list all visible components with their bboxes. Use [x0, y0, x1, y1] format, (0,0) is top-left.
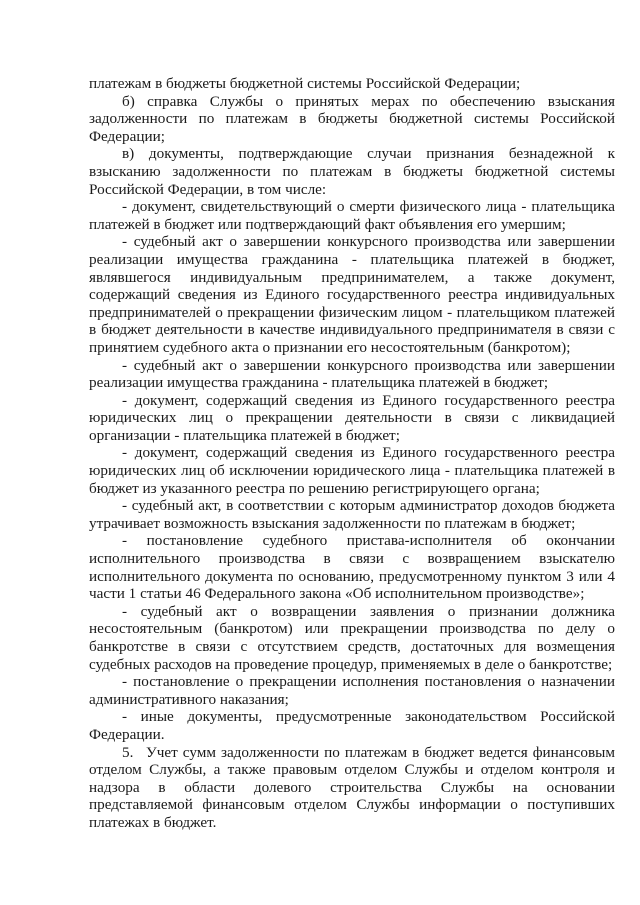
list-item-bankruptcy-citizen: - судебный акт о завершении конкурсного производства или завершении реализации имущества гражданина - плательщика платежей в бюджет; — [89, 356, 615, 392]
paragraph-item-v: в) документы, подтверждающие случаи признания безнадежной к взысканию задолженности по платежам в бюджеты бюджетной системы Российской Федерации, в том числе: — [89, 145, 615, 198]
list-item-death-document: - документ, свидетельствующий о смерти физического лица - плательщика платежей в бюджет или подтверждающий факт объявления его умершим; — [89, 198, 615, 233]
list-item-registry-exclusion: - документ, содержащий сведения из Единого государственного реестра юридических лиц об исключении юридического лица - плательщика платежей в бюджет из указанного реестра по решению регистрирующего органа; — [89, 444, 615, 497]
list-item-liquidation: - документ, содержащий сведения из Единого государственного реестра юридических лиц о прекращении деятельности в связи с ликвидацией организации - плательщика платежей в бюджет; — [89, 391, 615, 444]
list-item-other-documents: - иные документы, предусмотренные законодательством Российской Федерации. — [89, 708, 615, 743]
list-item-administrative-penalty: - постановление о прекращении исполнения постановления о назначении административного наказания; — [89, 673, 615, 708]
list-item-bankruptcy-entrepreneur: - судебный акт о завершении конкурсного производства или завершении реализации имущества гражданина - плательщика платежей в бюджет, являвшегося индивидуальным предпринимателем, а также документ, содержащий сведения из Единого государственного реестра индивидуальных предпринимателей о прекращении физическим лицом - плательщиком платежей в бюджет деятельности в качестве индивидуального предпринимателя в связи с принятием судебного акта о признании его несостоятельным (банкротом); — [89, 233, 615, 356]
item-number: 5. — [122, 743, 134, 761]
list-item-bankruptcy-return: - судебный акт о возвращении заявления о признании должника несостоятельным (банкротом) или прекращении производства по делу о банкротстве в связи с отсутствием средств, достаточных для возмещения судебных расходов на проведение процедур, применяемых в деле о банкротстве; — [89, 602, 615, 673]
document-page — [89, 75, 615, 832]
paragraph-budget-payments: платежам в бюджеты бюджетной системы Российской Федерации; — [89, 75, 521, 92]
paragraph-item-5 — [89, 744, 615, 832]
item-5-text: Учет сумм задолженности по платежам в бюджет ведется финансовым отделом Службы, а также правовым отделом Службы и отделом контроля и надзора в области долевого строительства Службы на основании представляемой финансовым отделом Службы информации о поступивших платежах в бюджет. — [89, 743, 615, 831]
paragraph-item-b: б) справка Службы о принятых мерах по обеспечению взыскания задолженности по платежам в бюджеты бюджетной системы Российской Федерации; — [89, 92, 615, 145]
list-item-bailiff-resolution: - постановление судебного пристава-исполнителя об окончании исполнительного производства в связи с возвращением взыскателю исполнительного документа по основанию, предусмотренному пунктом 3 или 4 части 1 статьи 46 Федерального закона «Об исполнительном производстве»; — [89, 532, 615, 603]
list-item-court-act: - судебный акт, в соответствии с которым администратор доходов бюджета утрачивает возможность взыскания задолженности по платежам в бюджет; — [89, 497, 615, 532]
